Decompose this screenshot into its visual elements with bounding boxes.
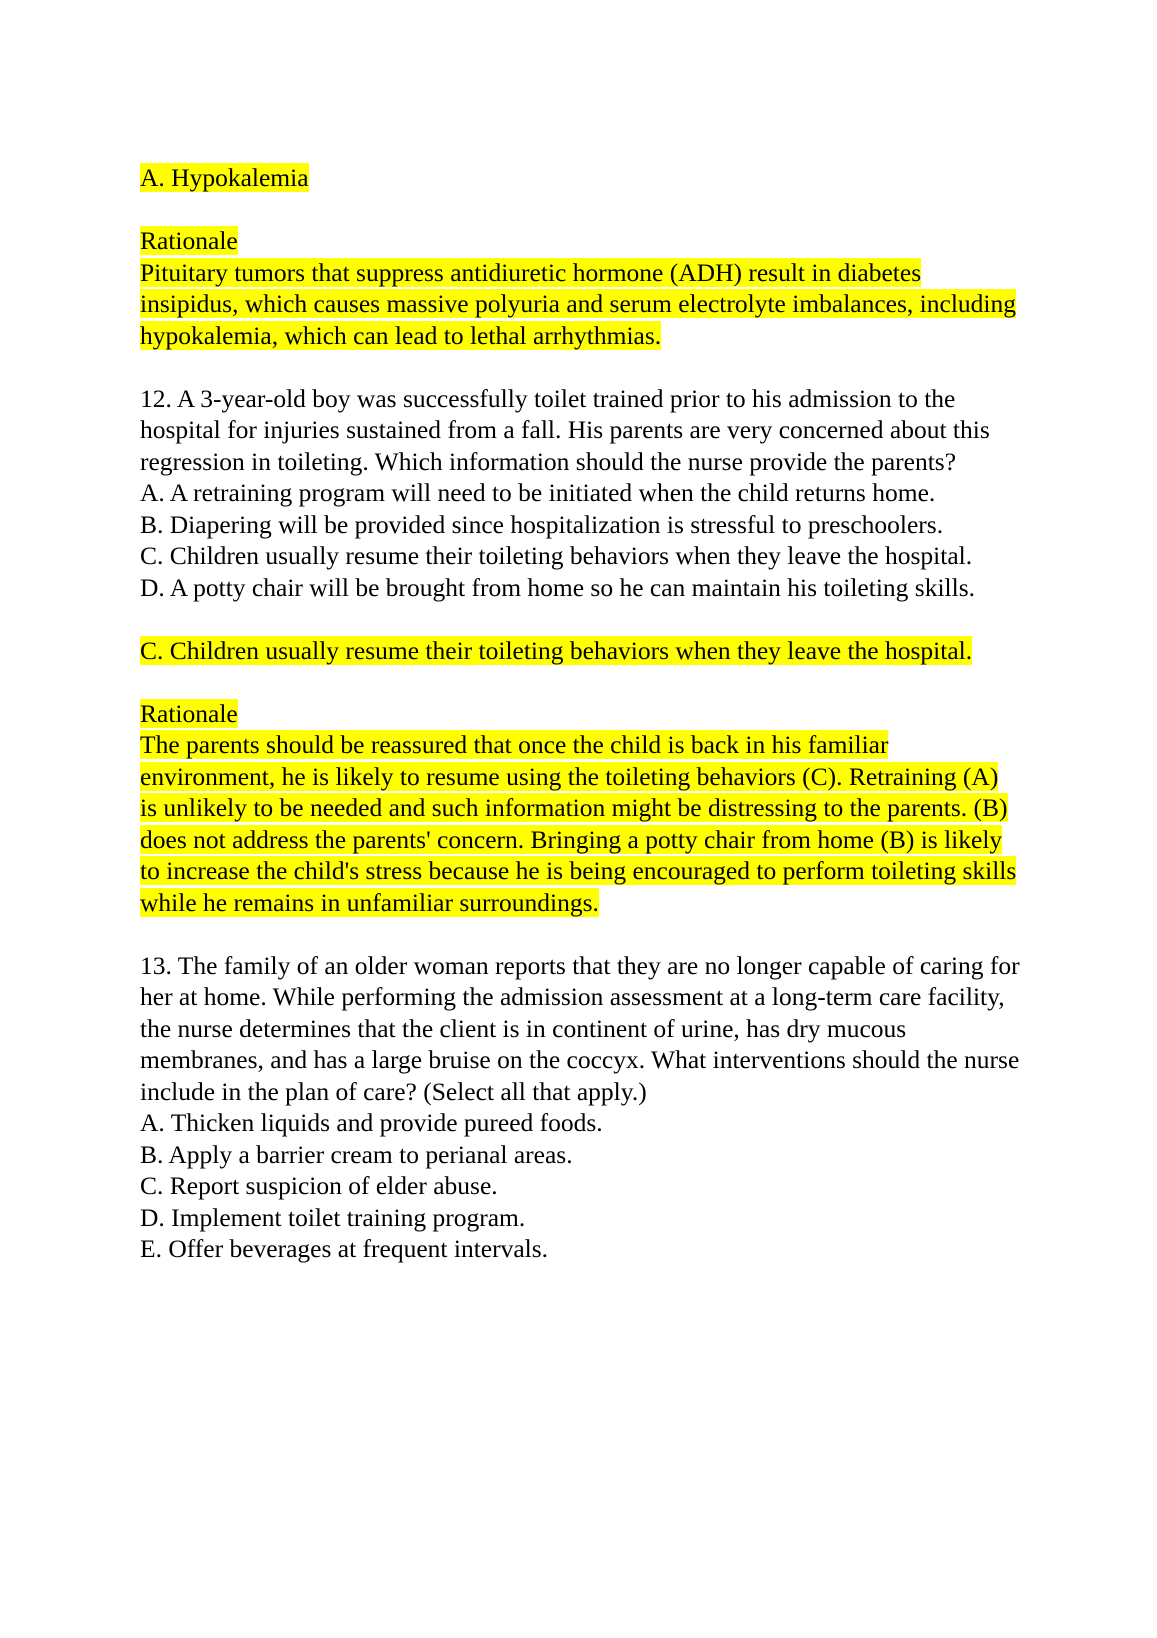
- q13-option-d: D. Implement toilet training program.: [140, 1202, 526, 1232]
- q12-rationale-text: The parents should be reassured that once the child is back in his familiar environment, he is likely to resume using the toileting behaviors (C). Retraining (A) is unlikely to be needed and such information might be distressing to the parents. (B) does not address the parents' concern. Bringing a potty chair from home (B) is likely to increase the child's stress because he is being encouraged to perform toileting skills while he remains in unfamiliar surroundings.: [140, 730, 1017, 917]
- q13-question: 13. The family of an older woman reports that they are no longer capable of caring for her at home. While performing the admission assessment at a long-term care facility, the nurse determines that the client is in continent of urine, has dry mucous membranes, and has a large bruise on the coccyx. What interventions should the nurse include in the plan of care? (Select all that apply.): [140, 950, 1020, 1106]
- q11-rationale-text: Pituitary tumors that suppress antidiuretic hormone (ADH) result in diabetes insipidus, which causes massive polyuria and serum electrolyte imbalances, including hypokalemia, which can lead to lethal arrhythmias.: [140, 257, 1016, 350]
- q11-answer: A. Hypokalemia: [140, 163, 309, 192]
- q13-option-c: C. Report suspicion of elder abuse.: [140, 1171, 498, 1200]
- q12-option-a: A. A retraining program will need to be initiated when the child returns home.: [140, 478, 936, 507]
- q12-option-c: C. Children usually resume their toileting behaviors when they leave the hospital.: [140, 541, 973, 570]
- q11-rationale-heading: Rationale: [140, 226, 238, 255]
- q12-option-d: D. A potty chair will be brought from home so he can maintain his toileting skills.: [140, 572, 976, 602]
- q13-option-e: E. Offer beverages at frequent intervals.: [140, 1234, 549, 1263]
- q13-option-b: B. Apply a barrier cream to perianal areas.: [140, 1139, 573, 1169]
- q12-question: 12. A 3-year-old boy was successfully toilet trained prior to his admission to the hospital for injuries sustained from a fall. His parents are very concerned about this regression in toileting. Which information should the nurse provide the parents?: [140, 383, 990, 476]
- q12-answer: C. Children usually resume their toileting behaviors when they leave the hospital.: [140, 635, 973, 665]
- q12-option-b: B. Diapering will be provided since hospitalization is stressful to preschoolers.: [140, 509, 944, 539]
- document-page: [140, 162, 1020, 1265]
- q12-rationale-heading: Rationale: [140, 698, 238, 728]
- q13-option-a: A. Thicken liquids and provide pureed foods.: [140, 1108, 603, 1137]
